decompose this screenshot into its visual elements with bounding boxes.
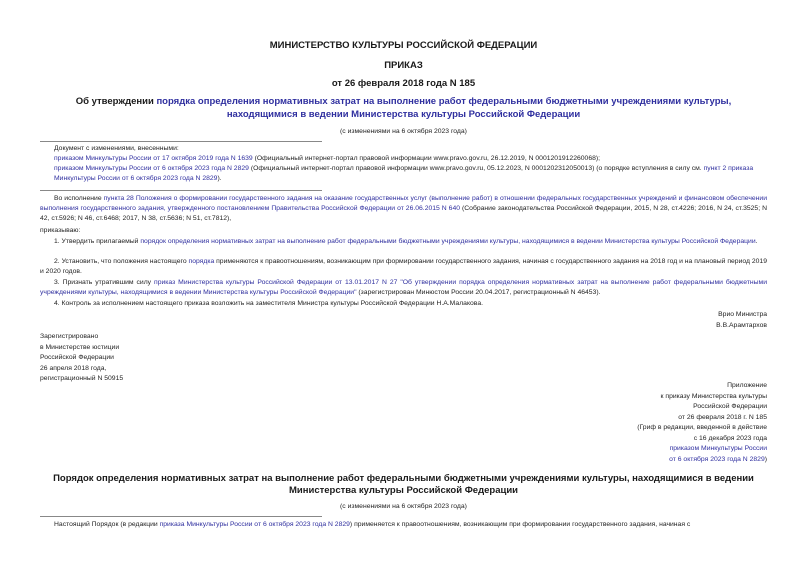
amended-note: (с изменениями на 6 октября 2023 года) — [340, 128, 467, 135]
clause-2-link[interactable]: порядка — [188, 258, 215, 265]
doc-date-number: от 26 февраля 2018 года N 185 — [331, 78, 476, 89]
clause-4: 4. Контроль за исполнением настоящего приказа возложить на заместителя Министра культуры Российской Федерации Н.А.Малакова. — [54, 300, 483, 307]
procedure-title: Порядок определения нормативных затрат на выполнение работ федеральными бюджетными учреждениями культуры, находящимися в ведении Министерства культуры Российской Федерации — [53, 473, 754, 496]
doc-title-prefix: Об утверждении — [75, 96, 157, 107]
signature-name: В.В.Арамтархов — [716, 321, 767, 329]
signature-position: Врио Министра — [718, 311, 767, 318]
clause-3: 3. Признать утратившим силу приказ Министерства культуры Российской Федерации от 13.01.2017 N 27 "Об утверждении порядка определения нормативных затрат на выполнение работ федеральными бюджетными учреждениями культуры, находящимися в ведении Министерства культуры Российской Федерации" (зарегистрирован Минюстом России 20.04.2017, регистрационный N 46453). — [40, 279, 767, 296]
changes-item-2: приказом Минкультуры России от 6 октября 2023 года N 2829 (Официальный интернет-портал правовой информации www.pravo.gov.ru, 05.12.2023, N 0001202312050013) (о порядке вступления в силу см. пункт 2 приказа Минкультуры России от 6 октября 2023 года N 2829). — [54, 165, 754, 182]
procedure-link[interactable]: приказа Минкультуры России от 6 октября 2023 года N 2829 — [159, 521, 350, 528]
signature-block — [716, 310, 767, 331]
appendix-link-1[interactable]: приказом Минкультуры России — [669, 445, 767, 452]
clause-1: 1. Утвердить прилагаемый порядок определения нормативных затрат на выполнение работ федеральными бюджетными учреждениями культуры, находящимися в ведении Министерства культуры Российской Федерации. — [54, 238, 758, 245]
changes-item-2-link2[interactable]: пункт 2 приказа Минкультуры России от 6 октября 2023 года N 2829 — [54, 165, 754, 182]
changes-intro: Документ с изменениями, внесенными: — [54, 145, 179, 152]
divider-bottom — [40, 516, 322, 517]
procedure-amended-note: (с изменениями на 6 октября 2023 года) — [340, 503, 467, 510]
intro-link[interactable]: пункта 28 Положения о формировании государственного задания на оказание государственных услуг (выполнение работ) в отношении федеральных государственных учреждений и финансовом обеспечении выполнения государственного задания, утвержденного постановлением Правительства Российской Федерации от 26.06.2015 N 640 — [40, 195, 767, 212]
changes-item-1: приказом Минкультуры России от 17 октября 2019 года N 1639 (Официальный интернет-портал правовой информации www.pravo.gov.ru, 26.12.2019, N 0001201912260068); — [54, 155, 601, 162]
changes-item-1-link[interactable]: приказом Минкультуры России от 17 октября 2019 года N 1639 — [54, 155, 253, 162]
clause-2: 2. Установить, что положения настоящего порядка применяются к правоотношениям, возникающим при формировании государственного задания, начиная с государственного задания на 2018 год и на плановый период 2019 и 2020 годов. — [40, 258, 767, 275]
appendix-link-2[interactable]: от 6 октября 2023 года N 2829 — [669, 455, 765, 463]
divider-mid — [40, 190, 322, 191]
doc-title-link[interactable]: порядка определения нормативных затрат на выполнение работ федеральными бюджетными учреждениями культуры, находящимися в ведении Министерства культуры Российской Федерации — [156, 96, 732, 120]
changes-item-2-link[interactable]: приказом Минкультуры России от 6 октября 2023 года N 2829 — [54, 165, 249, 172]
divider-top — [40, 141, 322, 142]
registration-block: Зарегистрировано в Министерстве юстиции Российской Федерации 26 апреля 2018 года, регистрационный N 50915 — [40, 333, 124, 382]
clause-3-link[interactable]: приказ Министерства культуры Российской Федерации от 13.01.2017 N 27 "Об утверждении порядка определения нормативных затрат на выполнение работ федеральными бюджетными учреждениями культуры, находящимися в ведении Министерства культуры Российской Федерации" — [40, 279, 767, 296]
doc-type: ПРИКАЗ — [384, 60, 423, 71]
ministry-heading: МИНИСТЕРСТВО КУЛЬТУРЫ РОССИЙСКОЙ ФЕДЕРАЦИИ — [269, 40, 538, 51]
appendix-block: Приложение к приказу Министерства культуры Российской Федерации от 26 февраля 2018 г. N 185 (Гриф в редакции, введенной в действие с 16 декабря 2023 года приказом Минкультуры России от 6 октября 2023 года N 2829) — [637, 382, 767, 463]
changes-block — [40, 144, 767, 184]
intro-paragraph: Во исполнение пункта 28 Положения о формировании государственного задания на оказание государственных услуг (выполнение работ) в отношении федеральных государственных учреждений и финансовом обеспечении выполнения государственного задания, утвержденного постановлением Правительства Российской Федерации от 26.06.2015 N 640 (Собрание законодательства Российской Федерации, 2015, N 28, ст.4226; 2016, N 24, ст.3525; N 42, ст.5926; N 46, ст.6468; 2017, N 38, ст.5636; N 51, ст.7812), — [40, 195, 767, 222]
doc-title — [40, 95, 767, 121]
procedure-paragraph-1: Настоящий Порядок (в редакции приказа Минкультуры России от 6 октября 2023 года N 2829) применяется к правоотношениям, возникающим при формировании государственного задания, начиная с — [54, 521, 691, 528]
clause-1-link[interactable]: порядок определения нормативных затрат на выполнение работ федеральными бюджетными учреждениями культуры, находящимися в ведении Министерства культуры Российской Федерации — [140, 238, 756, 245]
order-word: приказываю: — [40, 227, 81, 234]
